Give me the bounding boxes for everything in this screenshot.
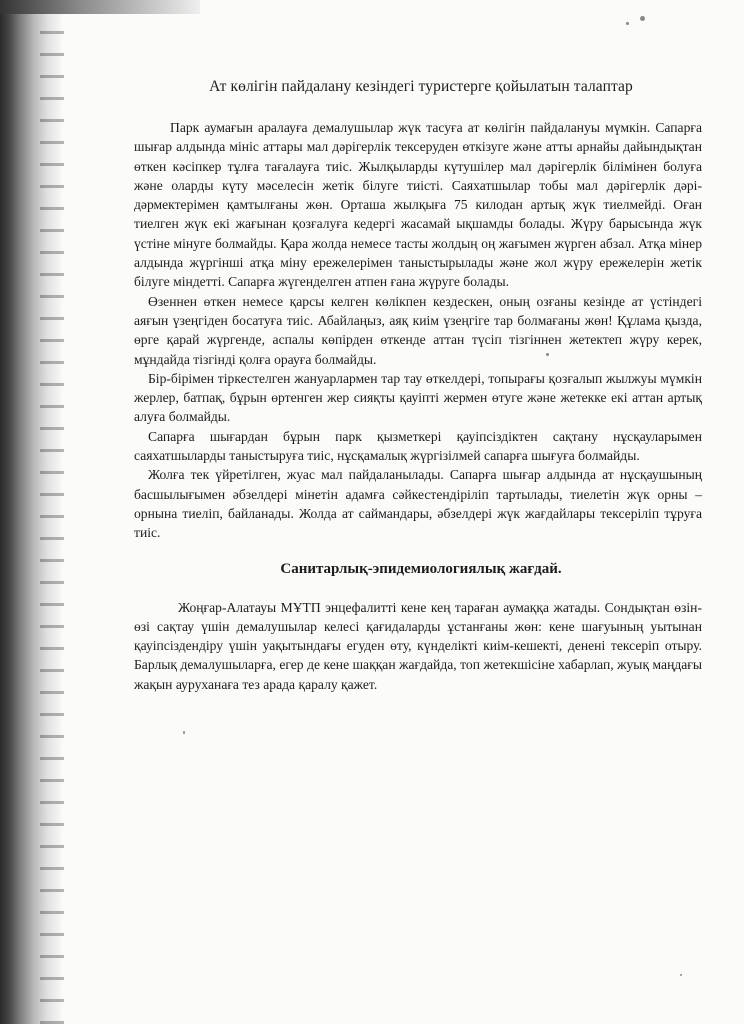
paragraph: Парк аумағын аралауға демалушылар жүк тасуға ат көлігін пайдалануы мүмкін. Сапарға шығар алдында мініс аттары мал дәрігерлік тексеруден өткізуге және атты арнайы дайындықтан өткен кәсіпкер тұлға тағалауға тиіс. Жылқыларды күтушілер мал дәрігерлік білімінен болуға және оларды күту мәселесін жетік білуге тиісті. Саяхатшылар тобы мал дәрігерлік дәрі-дәрмектерімен қамтылғаны жөн. Орташа жылқыға 75 килодан артық жүк тиелмейді. Оған тиелген жүк екі жағынан қозғалуға кедергі жасамай ықшамды болады. Жүру барысында жүк үстіне мінуге болмайды. Қара жолда немесе тасты жолдың оң жағымен жүрген абзал. Атқа мінер алдында жүргінші атқа міну ережелерімен таныстырылады және жол жүру ережелерін жетік білуге міндетті. Сапарға жүгенделген атпен ғана жүруге болады. bbox=[134, 120, 702, 290]
scan-shadow bbox=[0, 0, 200, 14]
section-paragraph: Жоңғар-Алатауы МҰТП энцефалитті кене кең тараған аумаққа жатады. Сондықтан өзін-өзі сақтау үшін демалушылар келесі қағидаларды ұстанғаны жөн: кене шағуының уытынан қауіпсіздендіру үшін уақытындағы егуден өту, күнделікті киім-кешекті, денені тексеріп отыру. Барлық демалушыларға, егер де кене шаққан жағдайда, топ жетекшісіне хабарлап, жуық маңдағы жақын ауруханаға тез арада қаралу қажет. bbox=[134, 599, 702, 692]
binding-holes bbox=[40, 0, 64, 1024]
scan-speck bbox=[640, 16, 645, 21]
document-body bbox=[134, 78, 702, 694]
section-title: Санитарлық-эпидемиологиялық жағдай. bbox=[280, 560, 562, 577]
scan-speck bbox=[680, 974, 682, 976]
paragraph: Өзеннен өткен немесе қарсы келген көлікпен кездескен, оның озғаны кезінде ат үстіндегі аяғын үзеңгіден босатуға тиіс. Абайлаңыз, аяқ киім үзеңгіге тар болмағаны жөн! Құлама қызда, өрге қарай жүргенде, аспалы көпірден өткенде аттан түсіп тізгіннен жетектеп жүру керек, мұндайда тізгінді қолға орауға болмайды. bbox=[134, 293, 702, 367]
paragraph: Бір-бірімен тіркестелген жануарлармен тар тау өткелдері, топырағы қозғалып жылжуы мүмкін жерлер, батпақ, бұрын өртенген жер сияқты қауіпті жермен өтуге және жетекке екі аттан артық алуға болмайды. bbox=[134, 370, 702, 425]
scan-speck bbox=[183, 731, 185, 734]
document-title: Ат көлігін пайдалану кезіндегі туристерге қойылатын талаптар bbox=[209, 78, 633, 95]
paragraph: Сапарға шығардан бұрын парк қызметкері қауіпсіздіктен сақтану нұсқауларымен саяхатшыларды таныстыруға тиіс, нұсқамалық жүргізілмей сапарға шығуға болмайды. bbox=[134, 428, 702, 464]
scan-speck bbox=[626, 22, 629, 25]
paragraph: Жолға тек үйретілген, жуас мал пайдаланылады. Сапарға шығар алдында ат нұсқаушының басшылығымен әбзелдері мінетін адамға сәйкестендіріліп тартылады, тиелетін жүк орны – орнына тиеліп, байланады. Жолда ат саймандары, әбзелдері жүк жағдайлары тексеріліп тұруға тиіс. bbox=[134, 467, 702, 541]
